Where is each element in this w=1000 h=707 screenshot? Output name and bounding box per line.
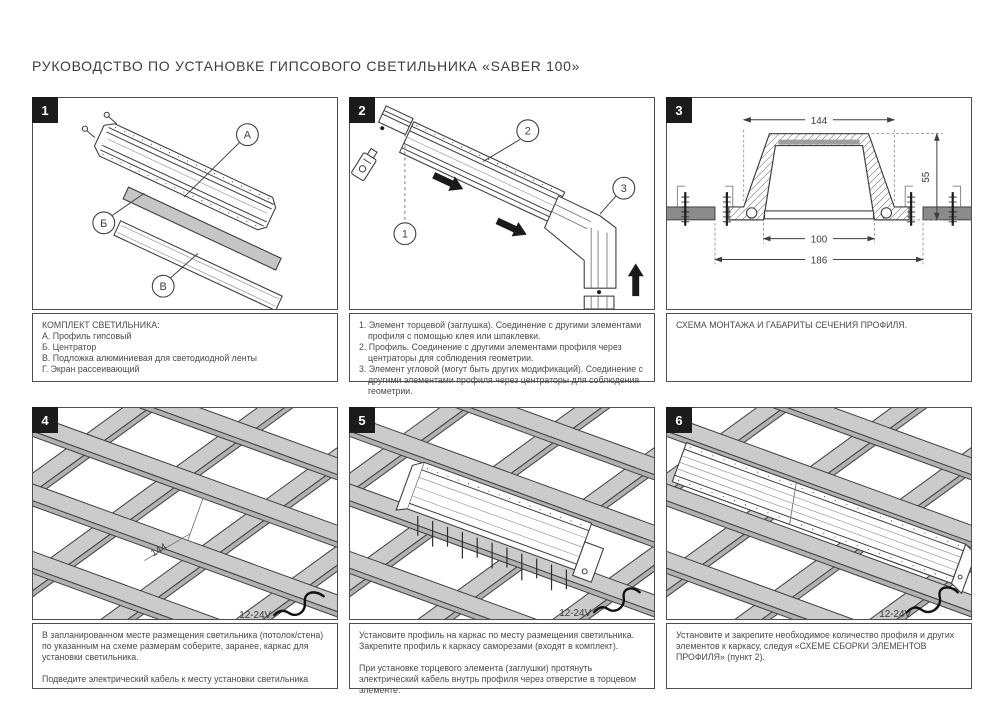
panel-4-number-badge: 4 [32,407,58,433]
bracket-marks [677,186,960,207]
voltage-label: 12-24V [559,608,592,619]
ceiling-band [923,207,971,220]
led-backing-strip [778,140,859,145]
glue-tube-icon [351,146,380,181]
arrow-up-icon [628,263,644,296]
panel-6-drawing-box [666,407,972,620]
caption-item: 3. Элемент угловой (могут быть других модификаций). Соединение с другими элементами профиля через центраторы для соблюдения геометрии. [359,364,643,396]
frame-spacing-label: 144 [149,541,169,560]
panel-4-drawing-box [32,407,338,620]
exploded-view-drawing [33,98,337,309]
callout-label-3: 3 [620,183,627,196]
voltage-label: 12-24V [239,610,272,619]
caption-paragraph: При установке торцевого элемента (заглушки) протянуть электрический кабель внутрь профиля через отверстие в торцевом элементе. [359,663,637,695]
dimension-height: 55 [920,171,932,183]
profile-mounting-drawing [350,408,654,619]
caption-paragraph: В запланированном месте размещения светильника (потолок/стена) по указанным на схеме размерам соберите, заранее, каркас для установки светильника. [42,630,324,662]
profile-part [400,122,573,227]
panel-5-number-badge: 5 [349,407,375,433]
voltage-label: 12-24V [879,609,912,619]
panel-4-caption [32,623,338,689]
caption-line: В. Подложка алюминиевая для светодиодной ленты [42,353,257,363]
caption-paragraph: Установите и закрепите необходимое количество профиля и других элементов к каркасу, следуя «СХЕМЕ СБОРКИ ЭЛЕМЕНТОВ ПРОФИЛЯ» (пункт 2). [676,630,955,662]
panel-6-number-badge: 6 [666,407,692,433]
panel-3-caption [666,313,972,382]
callout-leader [483,140,520,162]
assembly-drawing [350,98,654,309]
panel-3-number-badge: 3 [666,97,692,123]
frame-grid-drawing [33,408,337,619]
frame-spacing-marks [181,496,209,543]
ceiling-frame [33,408,337,619]
dimension-overall-width: 186 [810,255,828,267]
panel-3-drawing-box [666,97,972,310]
page-title: РУКОВОДСТВО ПО УСТАНОВКЕ ГИПСОВОГО СВЕТИЛЬНИКА «SABER 100» [32,58,581,74]
caption-item: 1. Элемент торцевой (заглушка). Соединение с другими элементами профиля с помощью клея или шпаклевки. [359,320,642,341]
callout-label-2: 2 [524,125,531,138]
panel-2-drawing-box [349,97,655,310]
callout-label-v: В [159,281,167,294]
caption-line: Г. Экран рассеивающий [42,364,140,374]
vertical-profile-part [584,296,614,309]
panel-2-number-badge: 2 [349,97,375,123]
callout-label-1: 1 [401,228,408,241]
panel-2-caption [349,313,655,396]
dimension-top-width: 144 [810,115,828,127]
diffuser-screen [765,211,874,219]
corner-element-part [545,196,616,294]
cross-section-drawing [667,98,971,309]
caption-paragraph: Подведите электрический кабель к месту установки светильника [42,674,309,684]
panel-6-caption [666,623,972,689]
caption-item: 2. Профиль. Соединение с другими элементами профиля через центраторы для соблюдения геометрии. [359,342,622,363]
caption-line: А. Профиль гипсовый [42,331,132,341]
panel-1-number-badge: 1 [32,97,58,123]
panel-5-drawing-box [349,407,655,620]
panel-5-caption [349,623,655,695]
callout-leader [600,196,616,214]
panel-1-drawing-box [32,97,338,310]
profile-section [729,134,909,220]
arrow-right-icon [494,214,530,242]
flange-hole [881,208,891,218]
screw-icon [681,192,956,226]
caption-line: СХЕМА МОНТАЖА И ГАБАРИТЫ СЕЧЕНИЯ ПРОФИЛЯ. [676,320,908,330]
caption-paragraph: Установите профиль на каркас по месту размещения светильника. Закрепите профиль к каркасу саморезами (входят в комплект). [359,630,634,651]
panel-1-caption [32,313,338,382]
finished-installation-drawing [667,408,971,619]
caption-line: Б. Центратор [42,342,97,352]
dimension-inner-width: 100 [810,234,828,246]
ceiling-band [667,207,715,220]
callout-label-a: А [243,129,252,142]
callout-label-b: Б [100,217,108,230]
panel-grid [32,97,972,697]
caption-line: КОМПЛЕКТ СВЕТИЛЬНИКА: [42,320,160,330]
flange-hole [746,208,756,218]
